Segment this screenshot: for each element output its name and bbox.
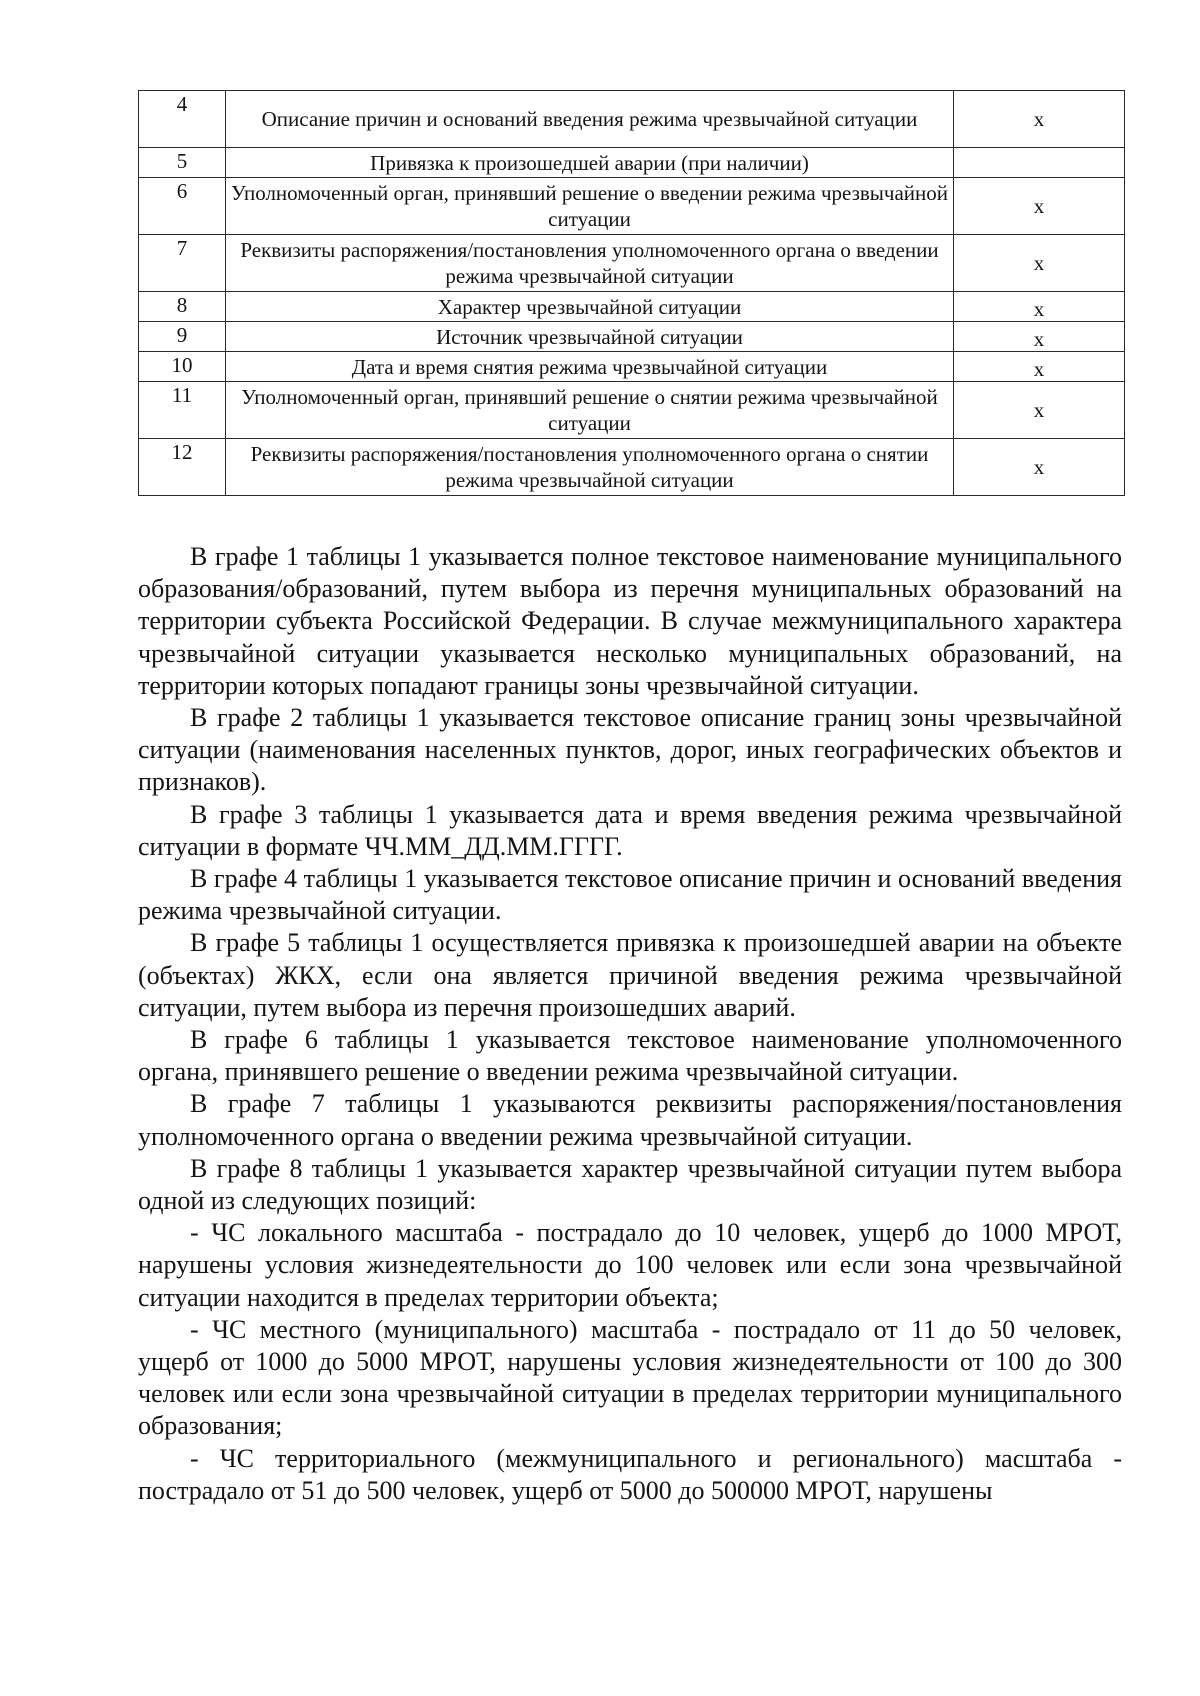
row-number: 7 <box>139 235 226 292</box>
row-mark <box>954 148 1125 178</box>
body-text <box>138 541 1122 1507</box>
table-row <box>139 352 1125 382</box>
row-mark: x <box>954 292 1125 322</box>
table-row <box>139 322 1125 352</box>
row-number: 10 <box>139 352 226 382</box>
row-number: 11 <box>139 382 226 439</box>
paragraph-graph-4: В графе 4 таблицы 1 указывается текстовое описание причин и оснований введения режима чрезвычайной ситуации. <box>138 864 1122 926</box>
row-number: 9 <box>139 322 226 352</box>
row-mark: x <box>954 439 1125 496</box>
row-description: Уполномоченный орган, принявший решение о введении режима чрезвычайной ситуации <box>226 178 954 235</box>
list-item-territorial: - ЧС территориального (межмуниципального и регионального) масштаба - пострадало от 51 до 500 человек, ущерб от 5000 до 500000 МРОТ, нарушены <box>138 1443 1122 1505</box>
row-mark: x <box>954 91 1125 148</box>
table-row <box>139 91 1125 148</box>
table-row <box>139 382 1125 439</box>
row-description: Реквизиты распоряжения/постановления уполномоченного органа о снятии режима чрезвычайной ситуации <box>226 439 954 496</box>
paragraph-graph-6: В графе 6 таблицы 1 указывается текстовое наименование уполномоченного органа, принявшего решение о введении режима чрезвычайной ситуации. <box>138 1025 1122 1087</box>
table-row <box>139 292 1125 322</box>
paragraph-graph-7: В графе 7 таблицы 1 указываются реквизиты распоряжения/постановления уполномоченного органа о введении режима чрезвычайной ситуации. <box>138 1089 1122 1151</box>
paragraph-graph-8: В графе 8 таблицы 1 указывается характер чрезвычайной ситуации путем выбора одной из следующих позиций: <box>138 1153 1122 1216</box>
row-description: Характер чрезвычайной ситуации <box>226 292 954 322</box>
row-mark: x <box>954 322 1125 352</box>
row-number: 8 <box>139 292 226 322</box>
fields-table <box>138 90 1125 496</box>
row-number: 12 <box>139 439 226 496</box>
table-row <box>139 178 1125 235</box>
list-item-municipal: - ЧС местного (муниципального) масштаба - пострадало от 11 до 50 человек, ущерб от 1000 до 5000 МРОТ, нарушены условия жизнедеятельности от 100 до 300 человек или если зона чрезвычайной ситуации в пределах территории муниципального образования; <box>138 1314 1122 1441</box>
list-item-local: - ЧС локального масштаба - пострадало до 10 человек, ущерб до 1000 МРОТ, нарушены условия жизнедеятельности до 100 человек или если зона чрезвычайной ситуации находится в пределах территории объекта; <box>138 1218 1122 1312</box>
row-number: 5 <box>139 148 226 178</box>
row-description: Привязка к произошедшей аварии (при наличии) <box>226 148 954 178</box>
row-mark: x <box>954 235 1125 292</box>
row-description: Источник чрезвычайной ситуации <box>226 322 954 352</box>
row-description: Дата и время снятия режима чрезвычайной ситуации <box>226 352 954 382</box>
row-number: 6 <box>139 178 226 235</box>
row-description: Реквизиты распоряжения/постановления уполномоченного органа о введении режима чрезвычайной ситуации <box>226 235 954 292</box>
paragraph-graph-5: В графе 5 таблицы 1 осуществляется привязка к произошедшей аварии на объекте (объектах) ЖКХ, если она является причиной введения режима чрезвычайной ситуации, путем выбора из перечня произошедших аварий. <box>138 928 1122 1022</box>
paragraph-graph-1: В графе 1 таблицы 1 указывается полное текстовое наименование муниципального образования/образований, путем выбора из перечня муниципальных образований на территории субъекта Российской Федерации. В случае межмуниципального характера чрезвычайной ситуации указывается несколько муниципальных образований, на территории которых попадают границы зоны чрезвычайной ситуации. <box>138 542 1122 700</box>
row-mark: x <box>954 178 1125 235</box>
table-row <box>139 235 1125 292</box>
table-row <box>139 148 1125 178</box>
row-mark: x <box>954 382 1125 439</box>
row-mark: x <box>954 352 1125 382</box>
row-number: 4 <box>139 91 226 148</box>
row-description: Описание причин и оснований введения режима чрезвычайной ситуации <box>226 91 954 148</box>
row-description: Уполномоченный орган, принявший решение о снятии режима чрезвычайной ситуации <box>226 382 954 439</box>
paragraph-graph-3: В графе 3 таблицы 1 указывается дата и время введения режима чрезвычайной ситуации в формате ЧЧ.ММ_ДД.ММ.ГГГГ. <box>138 799 1122 861</box>
table-row <box>139 439 1125 496</box>
paragraph-graph-2: В графе 2 таблицы 1 указывается текстовое описание границ зоны чрезвычайной ситуации (наименования населенных пунктов, дорог, иных географических объектов и признаков). <box>138 703 1122 797</box>
